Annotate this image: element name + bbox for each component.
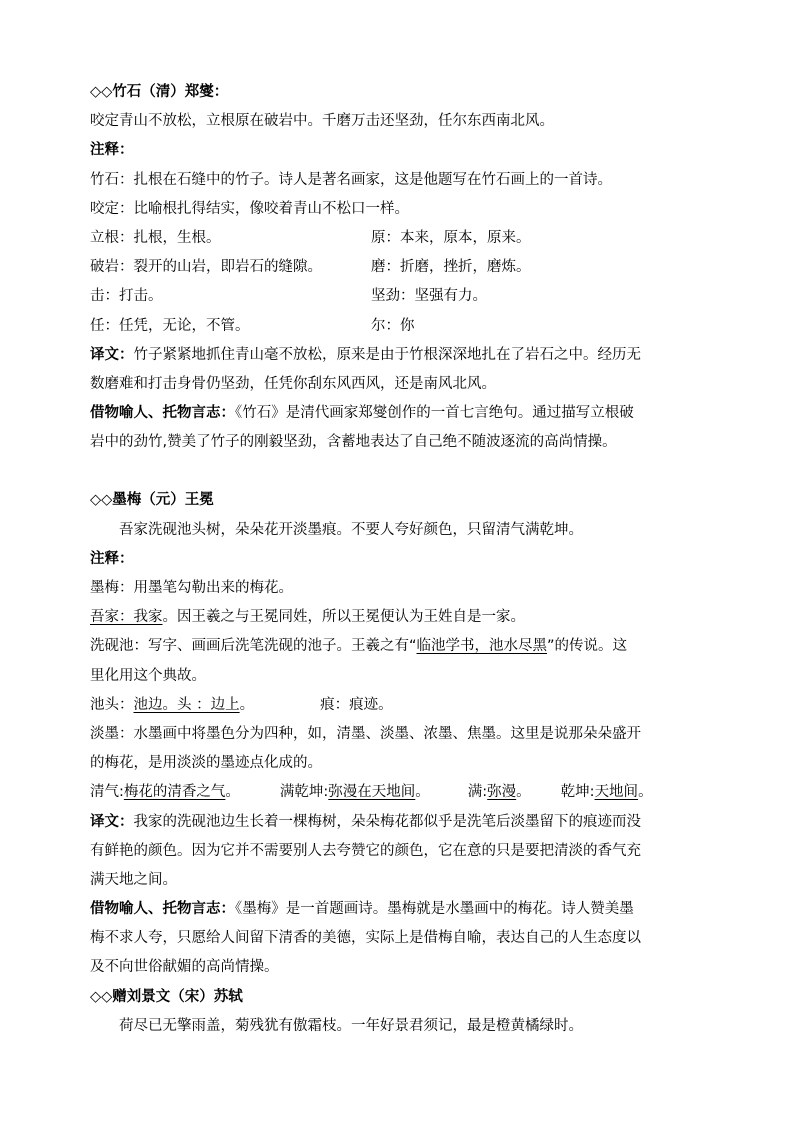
analysis-text: 《竹石》是清代画家郑燮创作的一首七言绝句。通过描写立根破 [235,405,634,422]
note-term: 立根：扎根，生根。 [90,229,221,246]
note-term: 满乾坤: [279,784,329,801]
note-term: 痕：痕迹。 [320,696,393,713]
note-term: 满: [467,784,488,801]
translation-text: 我家的洗砚池边生长着一棵梅树，朵朵梅花都似乎是洗笔后淡墨留下的痕迹而没 [133,813,641,830]
poem1-verse: 咬定青山不放松，立根原在破岩中。千磨万击还坚劲，任尔东西南北风。 [90,113,554,130]
poem3-title: ◇◇赠刘景文（宋）苏轼 [90,988,243,1005]
note-term: 击：打击。 [90,288,163,305]
poem2-analysis [90,895,710,924]
poem2-note-danmo: 淡墨：水墨画中将墨色分为四种，如，清墨、淡墨、浓墨、焦墨。这里是说那朵朵盛开 [90,725,641,742]
poem1-analysis [90,399,710,428]
poem2-notes-label: 注释： [90,550,134,567]
poem1-notes-label: 注释： [90,142,134,159]
note-term: 破岩：裂开的山岩，即岩石的缝隙。 [90,259,322,276]
poem1-note-pair [90,282,710,311]
underlined-term: 临池学书，池水尽黑 [416,638,548,655]
poem1-note-yaoding: 咬定：比喻根扎得结实，像咬着青山不松口一样。 [90,200,409,217]
note-text: 。 [239,696,255,713]
note-text: 。 [225,784,240,801]
poem2-analysis-cont: 梅不求人夸，只愿给人间留下清香的美德，实际上是借梅自喻，表达自己的人生态度以 [90,930,641,947]
poem2-note-wujia [90,603,710,632]
poem2-translation [90,808,710,837]
translation-label: 译文： [90,813,134,830]
translation-text: 竹子紧紧地抓住青山毫不放松，原来是由于竹根深深地扎在了岩石之中。经历无 [133,346,641,363]
analysis-text: 《墨梅》是一首题画诗。墨梅就是水墨画中的梅花。诗人赞美墨 [235,901,634,918]
note-term: 磨：折磨，挫折，磨炼。 [371,259,531,276]
poem1-translation-cont: 数磨难和打击身骨仍坚劲，任凭你刮东风西风，还是南风北风。 [90,375,496,392]
note-text: 洗砚池：写字、画画后洗笔洗砚的池子。王羲之有“ [90,638,417,655]
analysis-label: 借物喻人、托物言志： [90,405,235,422]
poem2-verse: 吾家洗砚池头树，朵朵花开淡墨痕。不要人夸好颜色，只留清气满乾坤。 [119,521,583,538]
poem3-verse: 荷尽已无擎雨盖，菊残犹有傲霜枝。一年好景君须记，最是橙黄橘绿时。 [119,1017,583,1034]
poem1-title: ◇◇竹石（清）郑燮： [90,84,229,100]
poem1-translation [90,341,710,370]
note-term: 清气: [90,784,124,801]
poem2-translation-cont: 有鲜艳的颜色。因为它并不需要别人去夸赞它的颜色，它在意的只是要把清淡的香气充 [90,842,641,859]
poem2-note-qingqi [90,778,710,807]
underlined-term: 弥漫在天地间 [328,784,416,801]
note-text: 。 [415,784,430,801]
document-page [90,78,710,1041]
poem1-analysis-cont: 岩中的劲竹,赞美了竹子的刚毅坚劲，含蓄地表达了自己绝不随波逐流的高尚情操。 [90,434,617,451]
note-text: 。 [638,784,653,801]
note-term: 尔：你 [371,317,415,334]
poem1-note-pair [90,224,710,253]
note-term: 乾坤: [560,784,595,801]
underlined-term: 池边。头 ：边上 [133,696,240,713]
analysis-label: 借物喻人、托物言志： [90,901,235,918]
poem2-note-xiyan-cont: 里化用这个典故。 [90,667,206,684]
poem2-analysis-cont: 及不向世俗献媚的高尚情操。 [90,959,279,976]
poem2-note-chitou [90,691,710,720]
underlined-term: 梅花的清香之气 [123,784,226,801]
note-term: 原：本来，原本，原来。 [371,229,531,246]
section-gap [90,457,710,486]
note-term: 任：任凭，无论，不管。 [90,317,250,334]
translation-label: 译文： [90,346,134,363]
poem1-note-zhushi: 竹石：扎根在石缝中的竹子。诗人是著名画家，这是他题写在竹石画上的一首诗。 [90,171,612,188]
poem2-note-momei: 墨梅：用墨笔勾勒出来的梅花。 [90,580,293,596]
underlined-term: 吾家：我家 [90,609,163,626]
note-text: ”的传说。这 [547,638,628,655]
poem2-note-danmo-cont: 的梅花，是用淡淡的墨迹点化成的。 [90,755,322,772]
poem1-note-pair [90,253,710,282]
poem1-note-pair [90,312,710,341]
poem2-note-xiyan [90,632,710,661]
note-text: 。 [516,784,531,801]
underlined-term: 弥漫 [487,784,517,801]
underlined-term: 天地间 [594,784,639,801]
poem2-title: ◇◇墨梅（元）王冕 [90,492,214,509]
poem2-translation-cont: 满天地之间。 [90,871,177,888]
note-term: 坚劲：坚强有力。 [371,288,487,305]
note-text: 。因王羲之与王冕同姓，所以王冕便认为王姓自是一家。 [162,609,525,626]
note-term: 池头： [90,696,134,713]
